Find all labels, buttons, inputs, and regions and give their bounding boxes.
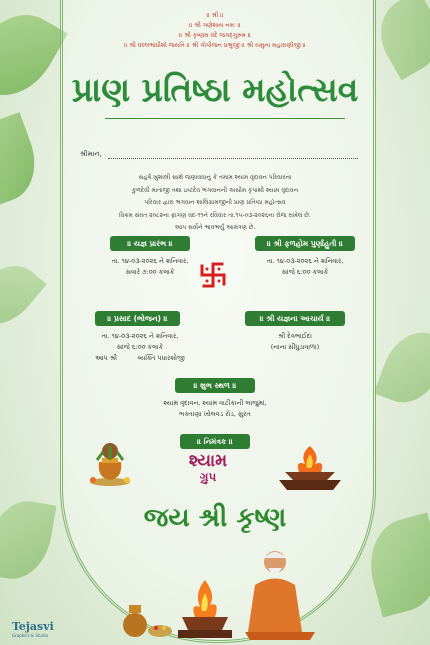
purnahuti-date: તા. ૧૪-૦૩-૨૦૨૬ ને શનિવાર,	[266, 257, 344, 265]
venue-line-1: શ્યામ વૃંદાવન, શ્યામ વાટીકાની બાજુમાં,	[163, 399, 267, 407]
leaf-decoration-right-mid	[374, 323, 430, 412]
invitation-line: સહર્ષ ખુશાલી સાથે જણાવવાનું કે તમામ શ્યામ વૃંદાવન પરિવારના	[138, 174, 292, 181]
invitation-line: પરિવાર દ્વારા ભગવાન શાલિગ્રામજીની પ્રાણ પ્રતિષ્ઠા મહોત્સવ	[144, 199, 286, 206]
acharya-place: (નાના સીંધુડાવાળા)	[270, 343, 320, 351]
prasad-guests: આપ શ્રી વ્યક્તિ પધારશોજી	[95, 354, 185, 362]
title-flourish-right	[225, 118, 345, 119]
invitation-line: કુળદેવી માતાજી તથા ઇષ્ટદેવ ભગવાનની અસીમ કૃપાથી શ્યામ વૃંદાવન	[131, 186, 299, 194]
kalash-icon	[85, 440, 135, 490]
brand-logo: Tejasvi	[12, 620, 54, 633]
yagna-start-date: તા. ૧૪-૦૩-૨૦૨૬ ને શનિવાર,	[111, 257, 189, 265]
invitation-text	[70, 172, 360, 235]
closing-greeting: જય શ્રી કૃષ્ણ	[143, 503, 287, 533]
yagna-start-time: સવારે ૭:૦૦ કલાકે	[125, 268, 175, 276]
yagna-fire-icon	[170, 575, 240, 640]
name-line	[108, 158, 358, 159]
logo-line-1: શ્યામ	[188, 451, 228, 471]
page-title: પ્રાણ પ્રતિષ્ઠા મહોત્સવ	[71, 70, 359, 109]
prasad-time: સાંજે ૬:૦૦ કલાકે	[116, 343, 164, 351]
invitation-line: વિક્રમ સંવત ૨૦૮૨ના ફાગણ વદ-૧૧ને રવિવાર તા.૧૫-૦૩-૨૦૨૬ના રોજ રાખેલ છે.	[119, 211, 311, 219]
invocation-line-1: ॥ શ્રી ॥	[206, 12, 224, 19]
nimantrak-badge: ॥ નિમંત્રક ॥	[180, 434, 250, 449]
acharya-badge: ॥ શ્રી યજ્ઞના આચાર્ય ॥	[245, 311, 345, 326]
yagna-start-badge: ॥ યજ્ઞ પ્રારંભ ॥	[110, 236, 190, 251]
swastik-icon	[200, 262, 226, 288]
invocation-line-2: ॥ શ્રી ગણેશાય નમઃ ॥	[189, 22, 241, 29]
acharya-name: શ્રી દેવભાઈદા	[278, 332, 312, 340]
brand-tagline: Graphics & Studio	[12, 633, 49, 638]
logo-line-2: ગ્રુપ	[199, 470, 217, 484]
prasad-badge: ॥ પ્રસાદ (ભોજન) ॥	[95, 311, 180, 326]
purnahuti-badge: ॥ શ્રી ફળહોમ પુર્ણાહુતી ॥	[255, 236, 355, 251]
sage-illustration	[240, 540, 320, 640]
purnahuti-time: સાંજે ૬:૦૦ કલાકે	[281, 268, 329, 276]
prasad-date: તા. ૧૪-૦૩-૨૦૨૬ ને શનિવાર,	[101, 332, 179, 340]
venue-line-2: ભક્તાણા ખોલવડ રોડ, સુરત	[179, 410, 251, 418]
salutation: શ્રીમાન,	[80, 150, 102, 158]
venue-badge: ॥ શુભ સ્થળ ॥	[175, 378, 255, 393]
shyam-group-logo	[178, 452, 238, 486]
invocation-line-4: ॥ શ્રી વલ્લભાધીશો જયતિ ॥ શ્રી ગોપીજન પ્રભુજી ॥ શ્રી યમુના મહારાણીજી ॥	[124, 42, 306, 49]
puja-vessels-icon	[120, 595, 175, 640]
title-flourish-left	[105, 118, 225, 119]
invitation-line: આપ સર્વોને ભાવભર્યું આમંત્રણ છે.	[174, 224, 256, 231]
havan-kund-icon	[275, 442, 345, 492]
leaf-decoration-left-low	[0, 252, 47, 338]
leaf-decoration-left-mid	[0, 112, 47, 208]
invocation-line-3: ॥ શ્રી કૃષ્ણમ વંદે જગદ્ગુરુમ ॥	[179, 32, 251, 39]
